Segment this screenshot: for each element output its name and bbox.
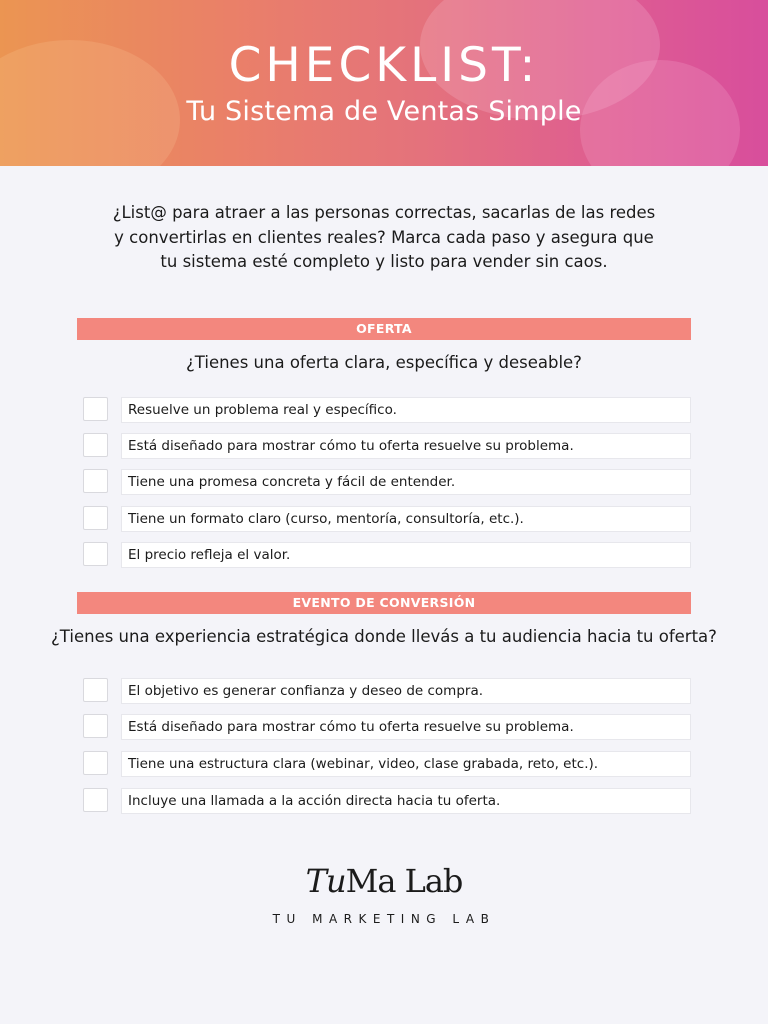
section-header-oferta: OFERTA [77,318,691,340]
brand-logo [0,862,768,900]
section-question-evento-de-conversion: ¿Tienes una experiencia estratégica donde llevás a tu audiencia hacia tu oferta? [51,627,717,646]
section-header-evento-de-conversion: EVENTO DE CONVERSIÓN [77,592,691,614]
intro-text [84,201,684,275]
logo-part: Ma [345,862,396,900]
checklist-item-text: Tiene una promesa concreta y fácil de entender. [121,469,691,495]
checklist-item-text: Tiene un formato claro (curso, mentoría, consultoría, etc.). [121,506,691,532]
checklist-item [83,433,691,459]
checklist-item [83,506,691,532]
checklist-item [83,751,691,777]
intro-line: ¿List@ para atraer a las personas correctas, sacarlas de las redes [112,203,656,222]
checklist-item-text: El objetivo es generar confianza y deseo de compra. [121,678,691,704]
checklist-item [83,678,691,704]
checklist-item-text: Está diseñado para mostrar cómo tu oferta resuelve su problema. [121,433,691,459]
checkbox[interactable] [83,751,108,775]
checklist-item-text: Está diseñado para mostrar cómo tu oferta resuelve su problema. [121,714,691,740]
page-subtitle: Tu Sistema de Ventas Simple [186,96,582,127]
checklist-item [83,469,691,495]
intro-line: y convertirlas en clientes reales? Marca cada paso y asegura que [114,227,654,247]
checkbox[interactable] [83,788,108,812]
checkbox[interactable] [83,469,108,493]
checkbox[interactable] [83,714,108,738]
checklist-item [83,542,691,568]
header-banner [0,0,768,166]
brand-tagline: TU MARKETING LAB [272,912,496,926]
checkbox[interactable] [83,397,108,421]
logo-part: Tu [305,862,346,900]
checklist-item-text: Tiene una estructura clara (webinar, video, clase grabada, reto, etc.). [121,751,691,777]
checklist-item [83,788,691,814]
checklist-item [83,397,691,423]
checkbox[interactable] [83,433,108,457]
checklist-item-text: El precio refleja el valor. [121,542,691,568]
checkbox[interactable] [83,542,108,566]
section-question-oferta: ¿Tienes una oferta clara, específica y deseable? [186,353,582,372]
logo-part: Lab [404,862,463,900]
checklist-item-text: Incluye una llamada a la acción directa hacia tu oferta. [121,788,691,814]
checklist-item-text: Resuelve un problema real y específico. [121,397,691,423]
intro-line: tu sistema esté completo y listo para vender sin caos. [160,252,608,271]
checkbox[interactable] [83,678,108,702]
checklist-item [83,714,691,740]
page-title: CHECKLIST: [228,38,540,93]
checkbox[interactable] [83,506,108,530]
